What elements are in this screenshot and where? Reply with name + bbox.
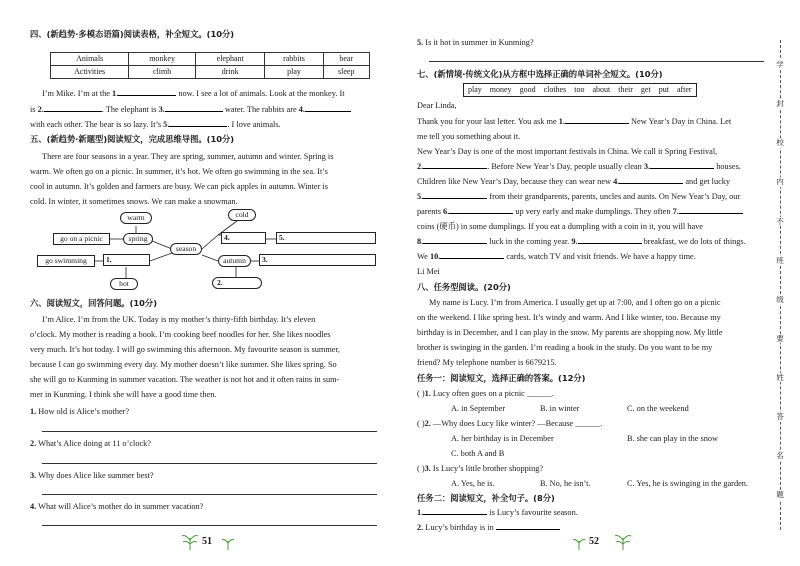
letter-signature: Li Mei (417, 267, 440, 276)
mc-2-option-b[interactable]: B. she can play in the snow (627, 434, 719, 443)
animals-table (50, 52, 370, 79)
letter-line-6: 5. from their grandparents, parents, uncles and aunts. On New Year’s Day, our (417, 192, 741, 201)
word-bank (463, 83, 697, 97)
letter-line-9: 8. luck in the coming year. 9. breakfast, we do lots of things. (417, 237, 746, 246)
letter-line-3: New Year’s Day is one of the most important festivals in China. We call it Spring Festival, (417, 147, 718, 156)
letter-line-4: 2. . Before New Year’s Day, people usually clean 3. houses. (417, 162, 741, 171)
answer-line-3[interactable] (42, 494, 377, 495)
right-page (405, 0, 800, 566)
node-cold: cold (228, 209, 256, 221)
sec8-line-2: on the weekend. I like spring best. It’s windy and warm. And I like winter, too. Because my (417, 313, 721, 322)
mc-question-3: ( )3. Is Lucy’s little brother shopping? (417, 464, 544, 473)
question-1: 1. How old is Alice’s mother? (30, 407, 130, 416)
sec6-line-3: very much. It’s hot today. I will go swimming this afternoon. My favourite season is summer, (30, 345, 340, 354)
mc-1-option-a[interactable]: A. in September (451, 404, 506, 413)
word-bank-item: good (519, 85, 536, 94)
section-7-heading: 七、(新情境·传统文化)从方框中选择正确的单词补全短文。(10分) (417, 69, 663, 79)
node-spring: spring (123, 233, 153, 245)
sec6-line-4: because I can go swimming every day. My mother doesn’t like summer. She likes spring. So (30, 360, 337, 369)
sec5-line-3: cool in autumn. It’s golden and farmers are busy. We can pick apples in autumn. Winter is (30, 182, 328, 191)
section-4-heading: 四、(新趋势·多模态语篇)阅读表格，补全短文。(10分) (30, 29, 235, 39)
section-5-heading: 五、(新趋势·新题型)阅读短文，完成思维导图。(10分) (30, 134, 235, 144)
letter-line-1: Thank you for your last letter. You ask me 1. New Year’s Day in China. Let (417, 117, 732, 126)
sec8-line-1: My name is Lucy. I’m from America. I usually get up at 7:00, and I often go on a picnic (429, 298, 721, 307)
table-row-activities (51, 66, 370, 79)
word-bank-item: get (640, 85, 651, 94)
page-number-right: 52 (589, 536, 599, 547)
mc-3-option-c[interactable]: C. Yes, he is swinging in the garden. (627, 479, 748, 488)
mc-2-option-a[interactable]: A. her birthday is in December (451, 434, 554, 443)
fill-sentence-2: 2. Lucy’s birthday is in (417, 523, 560, 533)
table-cell: Activities (51, 66, 129, 79)
table-cell: elephant (195, 53, 265, 66)
margin-label: 班 (776, 255, 784, 265)
sec5-line-4: cold. In winter, it sometimes snows. We can make a snowman. (30, 197, 238, 206)
task-2-heading: 任务二：阅读短文，补全句子。(8分) (417, 493, 555, 503)
node-autumn: autumn (218, 255, 251, 267)
table-cell: sleep (323, 66, 370, 79)
margin-label: 题 (776, 490, 784, 500)
word-bank-item: after (676, 85, 692, 94)
question-5: 5. Is it hot in summer in Kunming? (417, 38, 534, 47)
margin-label: 内 (776, 177, 784, 187)
sec8-line-3: birthday is in December, and I can play in the snow. My parents are shopping now. My little (417, 328, 723, 337)
mc-3-option-b[interactable]: B. No, he isn’t. (540, 479, 591, 488)
margin-label: 答 (776, 412, 784, 422)
table-cell: monkey (129, 53, 196, 66)
node-blank-2: 2. (212, 277, 262, 289)
letter-line-5: Children like New Year’s Day, because they can wear new 4. and get lucky (417, 177, 731, 186)
table-cell: bear (323, 53, 370, 66)
sec4-line-3: with each other. The bear is so lazy. It’s 5. . I love animals. (30, 120, 281, 129)
answer-line-2[interactable] (42, 463, 377, 464)
mc-1-option-c[interactable]: C. on the weekend (627, 404, 689, 413)
node-go-on-a-picnic: go on a picnic (53, 233, 110, 245)
sec8-line-4: brother is swinging in the garden. I’m reading a book in the study. Do you want to be my (417, 343, 713, 352)
word-bank-item: clothes (543, 85, 567, 94)
mc-2-option-c[interactable]: C. both A and B (451, 449, 505, 458)
sec8-line-5: friend? My telephone number is 6679215. (417, 358, 557, 367)
margin-label: 级 (776, 294, 784, 304)
mc-question-1: ( )1. Lucy often goes on a picnic ______. (417, 389, 554, 398)
question-3: 3. Why does Alice like summer best? (30, 471, 154, 480)
question-4: 4. What will Alice’s mother do in summer vacation? (30, 502, 204, 511)
margin-label: 学 (776, 60, 784, 69)
answer-line-5[interactable] (429, 61, 764, 62)
word-bank-item: money (489, 85, 512, 94)
binding-margin-labels (774, 60, 786, 500)
margin-label: 校 (776, 138, 784, 148)
table-cell: Animals (51, 53, 129, 66)
word-bank-item: play (468, 85, 482, 94)
section-8-heading: 八、任务型阅读。(20分) (417, 282, 511, 292)
margin-label: 要 (776, 333, 784, 343)
table-cell: drink (195, 66, 265, 79)
answer-line-1[interactable] (42, 431, 377, 432)
sec6-line-6: mer in Kunming. I think she will have a good time then. (30, 390, 217, 399)
node-warm: warm (120, 212, 152, 224)
section-6-heading: 六、阅读短文，回答问题。(10分) (30, 298, 157, 308)
letter-greeting: Dear Linda, (417, 101, 457, 110)
mc-3-option-a[interactable]: A. Yes, he is. (451, 479, 495, 488)
table-cell: climb (129, 66, 196, 79)
margin-label: 封 (776, 99, 784, 109)
sec5-line-2: warm. We often go on a picnic. In summer, it’s hot. We often go swimming in the sea. It’s (30, 167, 328, 176)
sec6-line-1: I’m Alice. I’m from the UK. Today is my mother’s thirty-fifth birthday. It’s eleven (42, 315, 316, 324)
question-2: 2. What’s Alice doing at 11 o’clock? (30, 439, 151, 448)
word-bank-item: put (658, 85, 669, 94)
margin-label: 名 (776, 451, 784, 461)
letter-line-10: We 10. cards, watch TV and visit friends. We have a happy time. (417, 252, 696, 261)
sec6-line-5: she will go to Kunming in summer vacation. The weather is not hot and it often rains in sum- (30, 375, 340, 384)
letter-line-8: coins (硬币) in some dumplings. If you eat a dumpling with a coin in it, you will have (417, 222, 703, 231)
sec4-line-2: is 2. . The elephant is 3. water. The rabbits are 4. (30, 105, 351, 115)
sec4-line-1: I’m Mike. I’m at the 1. now. I see a lot of animals. Look at the monkey. It (42, 89, 345, 98)
mc-question-2: ( )2. —Why does Lucy like winter? —Because ______. (417, 419, 603, 428)
page-decoration-icon-right (573, 530, 633, 552)
margin-label: 姓 (776, 373, 784, 382)
task-1-heading: 任务一：阅读短文，选择正确的答案。(12分) (417, 373, 586, 383)
sec5-line-1: There are four seasons in a year. They are spring, summer, autumn and winter. Spring is (42, 152, 334, 161)
letter-line-2: me tell you something about it. (417, 132, 521, 141)
answer-line-4[interactable] (42, 525, 377, 526)
fill-sentence-1: 1. is Lucy’s favourite season. (417, 508, 578, 517)
mind-map-connectors (0, 205, 405, 297)
word-bank-item: too (574, 85, 585, 94)
node-go-swimming: go swimming (37, 255, 95, 267)
node-blank-3: 3. (259, 254, 376, 266)
table-cell: play (265, 66, 323, 79)
node-season: season (170, 243, 202, 255)
sec6-line-2: o’clock. My mother is reading a book. I’m cooking beef noodles for her. She likes noodles (30, 330, 331, 339)
page-number-left: 51 (202, 536, 212, 547)
node-hot: hot (110, 278, 138, 290)
node-blank-4: 4. (221, 232, 266, 244)
word-bank-item: their (618, 85, 633, 94)
margin-label: 不 (776, 216, 784, 226)
node-blank-5: 5. (276, 232, 376, 244)
word-bank-item: about (592, 85, 611, 94)
table-row-animals (51, 53, 370, 66)
table-cell: rabbits (265, 53, 323, 66)
mc-1-option-b[interactable]: B. in winter (540, 404, 580, 413)
letter-line-7: parents 6. up very early and make dumplings. They often 7. (417, 207, 743, 217)
node-blank-1: 1. (103, 254, 150, 266)
